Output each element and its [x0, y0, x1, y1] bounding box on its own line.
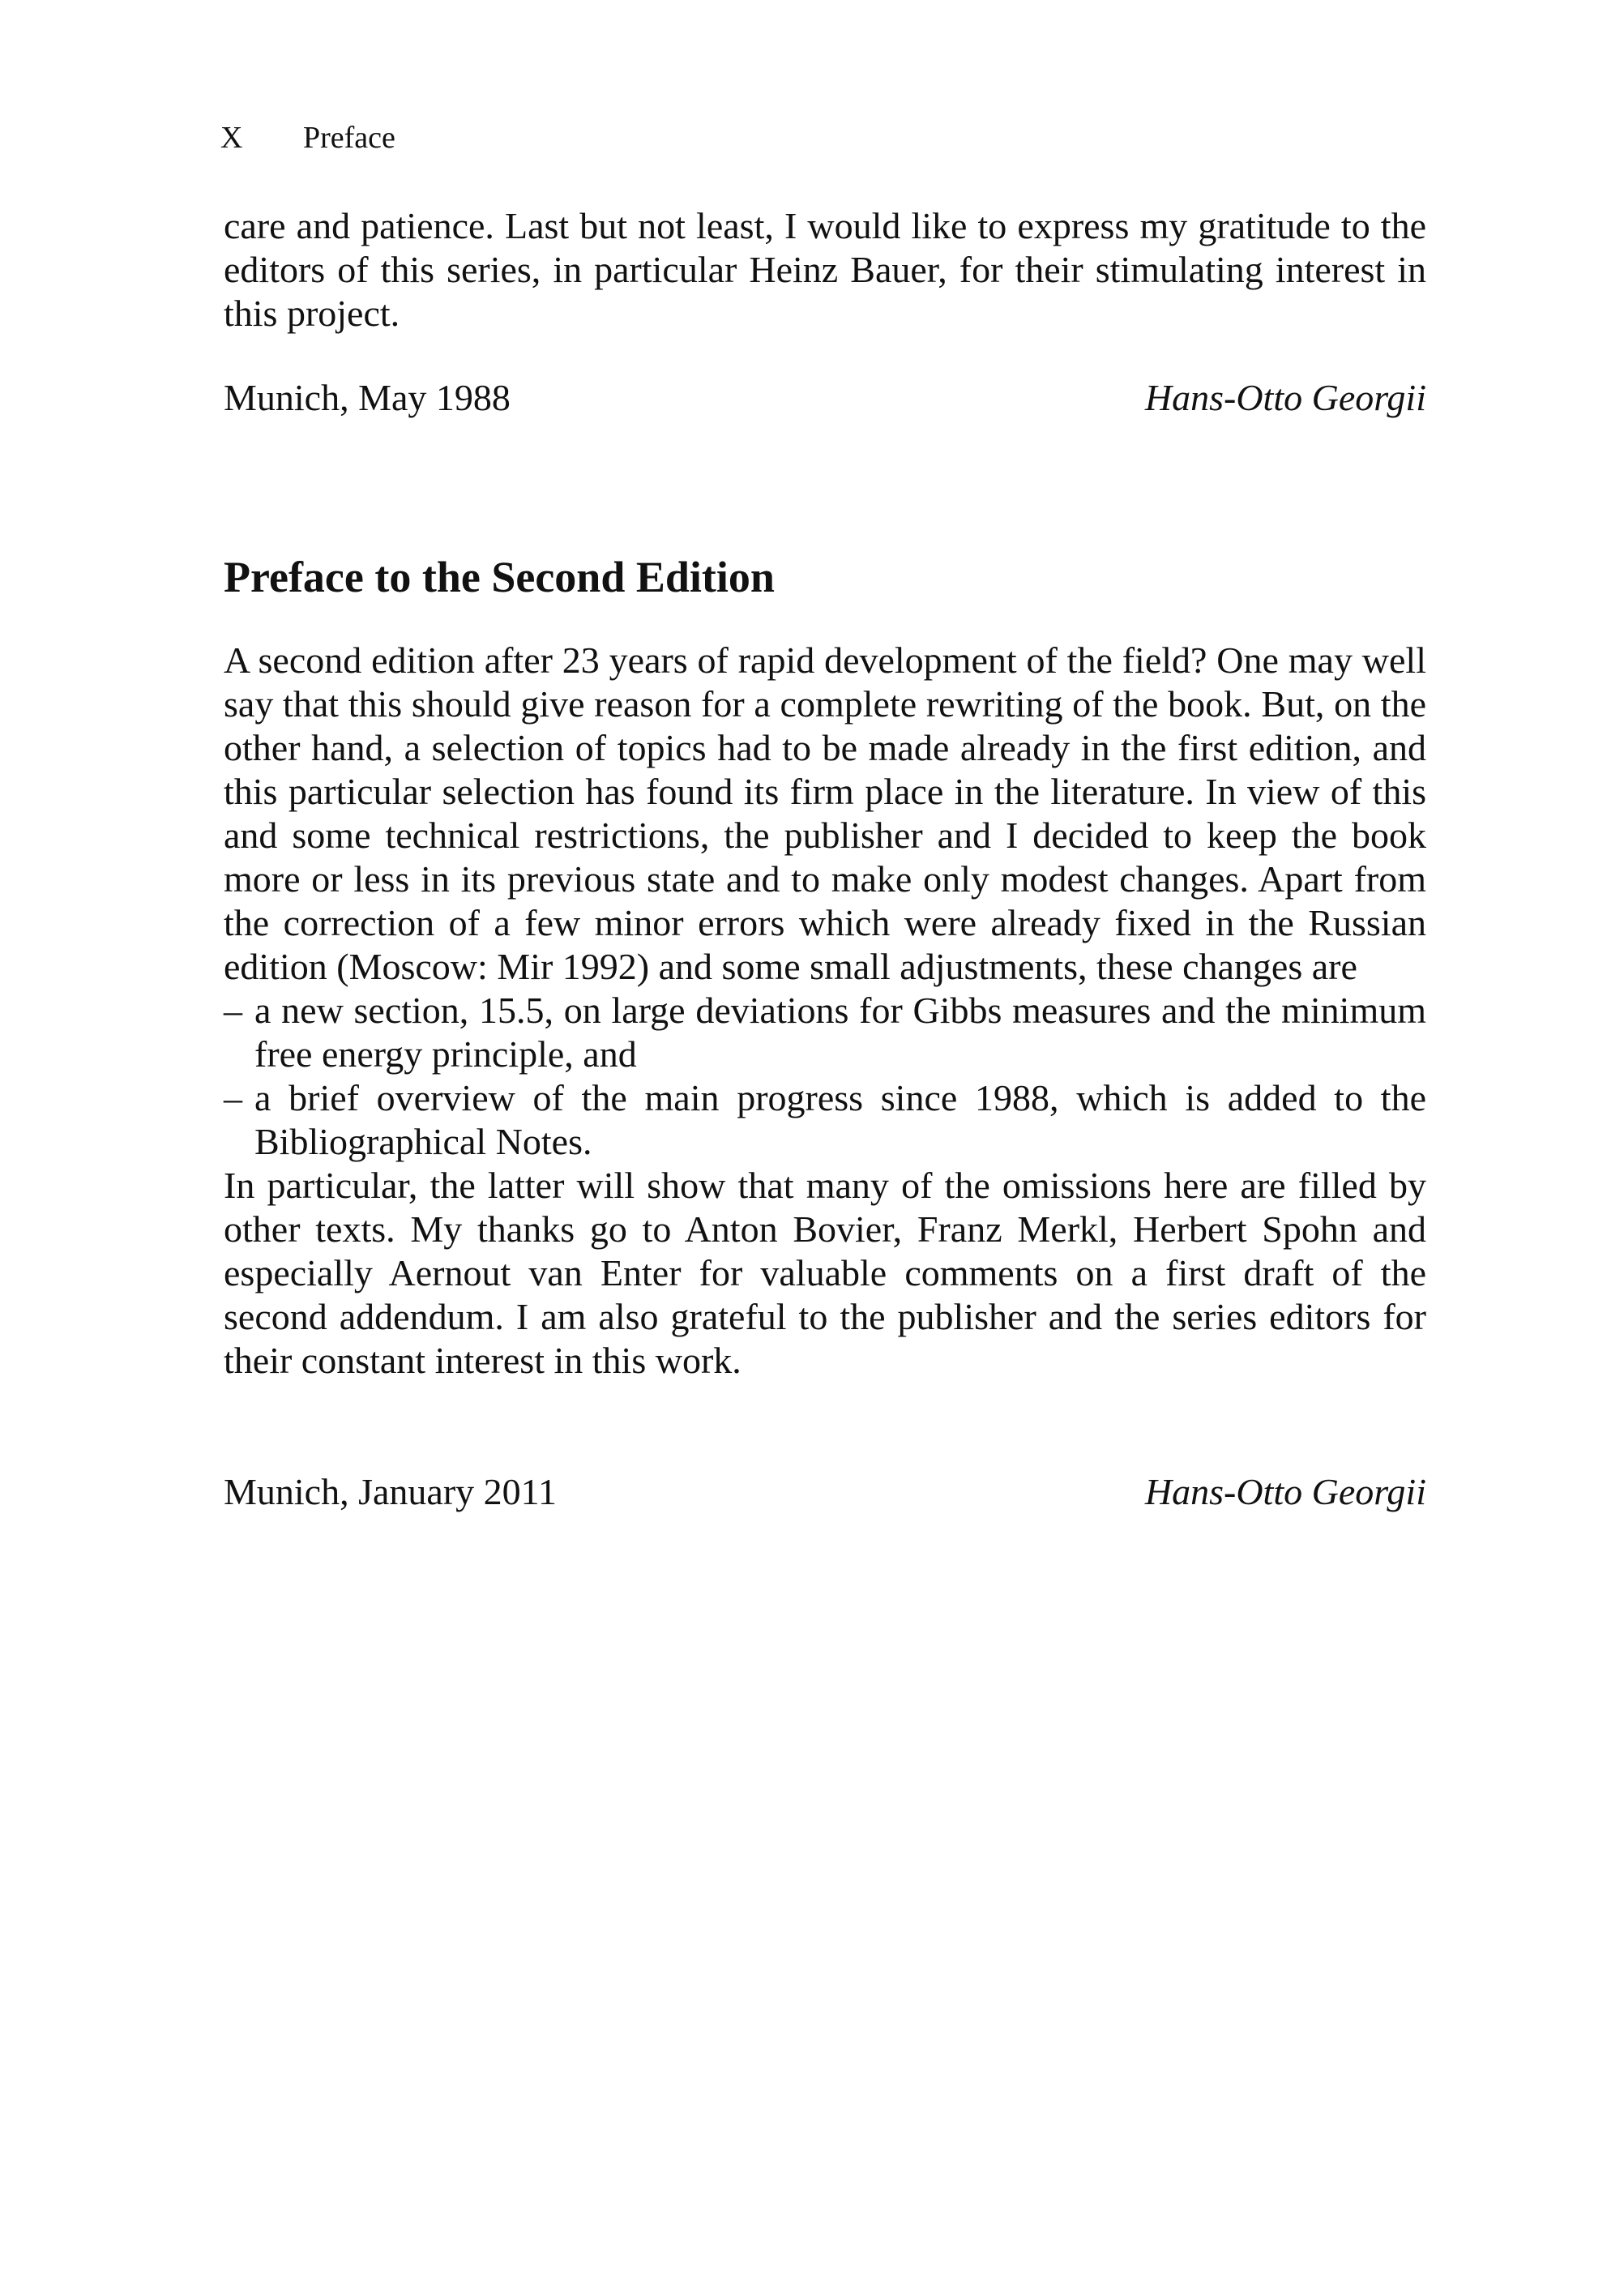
changes-list	[224, 989, 1426, 1164]
second-preface-place-date: Munich, January 2011	[224, 1471, 557, 1512]
change-item-text: a new section, 15.5, on large deviations for Gibbs measures and the minimum free energy principle, and	[254, 990, 1426, 1075]
first-preface-author: Hans-Otto Georgii	[1144, 377, 1426, 418]
first-preface-closing-paragraph: care and patience. Last but not least, I would like to express my gratitude to the editors of this series, in particular Heinz Bauer, for their stimulating interest in this project.	[224, 205, 1426, 334]
first-preface-place-date: Munich, May 1988	[224, 377, 511, 418]
list-dash: –	[224, 1077, 242, 1118]
list-item	[224, 1076, 1426, 1164]
second-preface-body	[224, 639, 1426, 1383]
second-preface-closing-paragraph: In particular, the latter will show that many of the omissions here are filled by other texts. My thanks go to Anton Bovier, Franz Merkl, Herbert Spohn and especially Aernout van Enter for valuable comments on a first draft of the second addendum. I am also grateful to the publisher and the series editors for their constant interest in this work.	[224, 1165, 1426, 1381]
running-title: Preface	[303, 121, 395, 155]
second-edition-heading: Preface to the Second Edition	[224, 553, 775, 601]
page-number: X	[220, 121, 243, 155]
second-preface-signature	[224, 1470, 1426, 1514]
first-preface-ending	[224, 204, 1426, 336]
list-dash: –	[224, 990, 242, 1031]
second-preface-author: Hans-Otto Georgii	[1144, 1471, 1426, 1512]
running-head	[220, 118, 395, 157]
change-item-text: a brief overview of the main progress since 1988, which is added to the Bibliographical Notes.	[254, 1077, 1426, 1162]
second-preface-intro-paragraph: A second edition after 23 years of rapid development of the field? One may well say that this should give reason for a complete rewriting of the book. But, on the other hand, a selection of topics had to be made already in the first edition, and this particular selection has found its firm place in the literature. In view of this and some technical restrictions, the publisher and I decided to keep the book more or less in its previous state and to make only modest changes. Apart from the correction of a few minor errors which were already fixed in the Russian edition (Moscow: Mir 1992) and some small adjustments, these changes are	[224, 639, 1426, 987]
list-item	[224, 989, 1426, 1076]
first-preface-signature	[224, 376, 1426, 420]
